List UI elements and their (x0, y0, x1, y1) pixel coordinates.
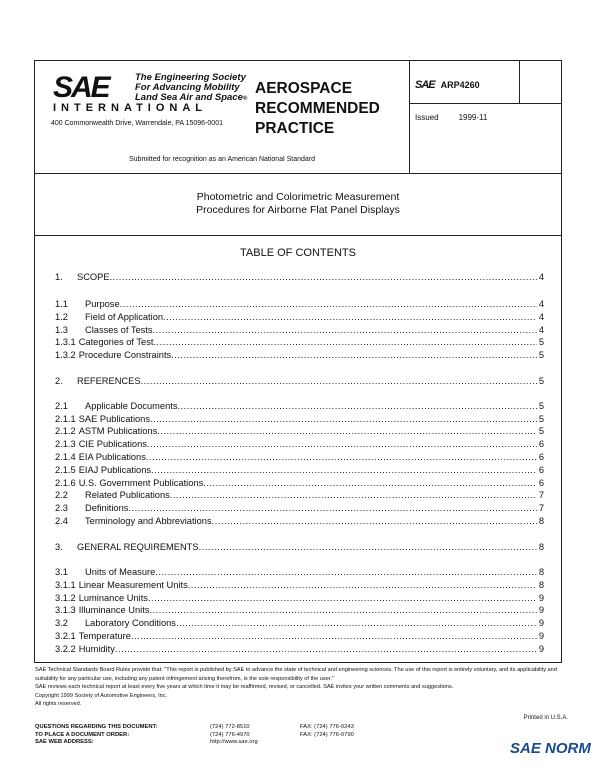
toc-entry[interactable] (55, 477, 544, 489)
toc-leader (128, 502, 536, 514)
legal-notes: SAE Technical Standards Board Rules provide that: "This report is published by SAE to advance the state of technical and engineering sciences. The use of this report is entirely voluntary, and its applicability and suitability for any particular use, including any patent infringement arising therefrom, is the sole responsibility of the user." SAE reviews each technical report at least every five years at which time it may be reaffirmed, revised, or cancelled. SAE invites your written comments and suggestions. Copyright 1999 Society of Automotive Engineers, Inc. All rights reserved. (35, 667, 557, 707)
toc-page-number: 7 (538, 503, 544, 513)
toc-leader (153, 336, 536, 348)
toc-entry[interactable] (55, 489, 544, 501)
address: 400 Commonwealth Drive, Warrendale, PA 15096-0001 (51, 120, 223, 127)
toc-page-number: 9 (538, 631, 544, 641)
watermark-text: SAE NORM (510, 740, 591, 757)
toc-entry-label: 3.1.2 Luminance Units (55, 593, 148, 603)
toc-entry-label: 3. GENERAL REQUIREMENTS (55, 542, 199, 552)
toc-entry-label: 2.1.4 EIA Publications (55, 452, 146, 462)
divider (519, 61, 520, 103)
toc-page-number: 5 (538, 337, 544, 347)
toc-leader (120, 298, 537, 310)
table-of-contents (34, 235, 562, 663)
toc-leader (153, 324, 537, 336)
toc-entry[interactable] (55, 425, 544, 437)
document-type: AEROSPACE RECOMMENDED PRACTICE (255, 80, 380, 137)
contacts (35, 724, 565, 747)
toc-leader (178, 400, 537, 412)
toc-entry[interactable] (55, 400, 544, 412)
toc-entry[interactable] (55, 592, 544, 604)
toc-leader (141, 375, 537, 387)
toc-entry[interactable] (55, 630, 544, 642)
toc-entry-label: 2.4 Terminology and Abbreviations (55, 516, 212, 526)
toc-page-number: 9 (538, 644, 544, 654)
toc-leader (188, 579, 537, 591)
toc-entry[interactable] (55, 451, 544, 463)
toc-leader (146, 451, 537, 463)
header-box (34, 60, 562, 174)
toc-page-number: 9 (538, 605, 544, 615)
printed-note: Printed in U.S.A. (523, 715, 568, 721)
toc-entry-label: 2.1.1 SAE Publications (55, 414, 151, 424)
toc-entry-label: 3.2 Laboratory Conditions (55, 618, 176, 628)
toc-entry-label: 3.1.1 Linear Measurement Units (55, 580, 188, 590)
toc-entry[interactable] (55, 515, 544, 527)
contact-row: TO PLACE A DOCUMENT ORDER: (724) 776-4970 FAX: (724) 776-0790 (35, 731, 354, 738)
toc-leader (151, 464, 537, 476)
toc-page-number: 7 (538, 490, 544, 500)
toc-entry[interactable] (55, 336, 544, 348)
sae-logo-mark: SAE (53, 71, 109, 104)
toc-entry[interactable] (55, 541, 544, 553)
toc-entry-label: 2.2 Related Publications (55, 490, 170, 500)
toc-page-number: 4 (538, 272, 544, 282)
document-title: Photometric and Colorimetric Measurement Procedures for Airborne Flat Panel Displays (34, 173, 562, 236)
toc-entry-label: 2.1 Applicable Documents (55, 401, 178, 411)
toc-entry[interactable] (55, 349, 544, 361)
toc-entry-label: 1. SCOPE (55, 272, 110, 282)
sae-norm-watermark (510, 740, 600, 776)
toc-leader (212, 515, 537, 527)
toc-entry[interactable] (55, 375, 544, 387)
toc-entry-label: 2. REFERENCES (55, 376, 141, 386)
toc-entry-label: 1.2 Field of Application (55, 312, 164, 322)
toc-page-number: 5 (538, 401, 544, 411)
toc-page-number: 5 (538, 414, 544, 424)
toc-page-number: 4 (538, 325, 544, 335)
toc-leader (131, 630, 537, 642)
document-number: SAE ARP4260 (415, 79, 480, 91)
toc-entry-label: 1.3 Classes of Tests (55, 325, 153, 335)
toc-leader (147, 438, 537, 450)
toc-entry-label: 2.1.2 ASTM Publications (55, 426, 158, 436)
toc-leader (157, 425, 537, 437)
issued-date: Issued 1999-11 (415, 113, 488, 122)
web-link[interactable]: http://www.sae.org (210, 739, 258, 745)
toc-entry[interactable] (55, 566, 544, 578)
toc-entry[interactable] (55, 324, 544, 336)
toc-entry[interactable] (55, 643, 544, 655)
toc-page-number: 6 (538, 478, 544, 488)
toc-leader (110, 271, 537, 283)
submitted-note: Submitted for recognition as an American National Standard (129, 156, 315, 163)
toc-page-number: 8 (538, 567, 544, 577)
toc-leader (148, 592, 537, 604)
toc-page-number: 5 (538, 376, 544, 386)
contact-row: SAE WEB ADDRESS: http://www.sae.org (35, 739, 565, 747)
toc-entry-label: 2.3 Definitions (55, 503, 129, 513)
toc-page-number: 4 (538, 299, 544, 309)
toc-page-number: 6 (538, 465, 544, 475)
toc-leader (176, 617, 537, 629)
tagline: The Engineering Society For Advancing Mobility Land Sea Air and Space® (135, 72, 248, 103)
toc-leader (150, 413, 537, 425)
toc-entry[interactable] (55, 617, 544, 629)
toc-leader (115, 643, 537, 655)
toc-page-number: 9 (538, 593, 544, 603)
toc-leader (203, 477, 537, 489)
toc-leader (149, 604, 536, 616)
divider (409, 103, 561, 104)
toc-entry-label: 1.3.1 Categories of Test (55, 337, 154, 347)
toc-entry[interactable] (55, 579, 544, 591)
toc-entry-label: 3.1 Units of Measure (55, 567, 156, 577)
contact-row: QUESTIONS REGARDING THIS DOCUMENT: (724) 772-8510 FAX: (724) 776-0243 (35, 724, 354, 730)
toc-leader (171, 349, 537, 361)
toc-entry-label: 1.3.2 Procedure Constraints (55, 350, 172, 360)
divider (409, 61, 410, 173)
toc-leader (155, 566, 537, 578)
toc-page-number: 8 (538, 542, 544, 552)
toc-entry-label: 3.2.1 Temperature (55, 631, 131, 641)
toc-entry-label: 2.1.3 CIE Publications (55, 439, 147, 449)
toc-page-number: 6 (538, 452, 544, 462)
toc-entry-label: 3.2.2 Humidity (55, 644, 115, 654)
toc-entry-label: 1.1 Purpose (55, 299, 120, 309)
toc-entry[interactable] (55, 311, 544, 323)
toc-page-number: 5 (538, 426, 544, 436)
toc-page-number: 5 (538, 350, 544, 360)
toc-page-number: 8 (538, 580, 544, 590)
toc-leader (199, 541, 537, 553)
toc-page-number: 4 (538, 312, 544, 322)
toc-entry[interactable] (55, 604, 544, 616)
toc-page-number: 9 (538, 618, 544, 628)
toc-entry[interactable] (55, 298, 544, 310)
toc-leader (163, 311, 537, 323)
toc-entry-label: 3.1.3 Illuminance Units (55, 605, 150, 615)
toc-heading: TABLE OF CONTENTS (240, 247, 356, 259)
toc-page-number: 6 (538, 439, 544, 449)
toc-page-number: 8 (538, 516, 544, 526)
toc-leader (170, 489, 537, 501)
toc-entry-label: 2.1.5 EIAJ Publications (55, 465, 152, 475)
toc-entry[interactable] (55, 271, 544, 283)
toc-entry-label: 2.1.6 U.S. Government Publications (55, 478, 204, 488)
toc-entry[interactable] (55, 464, 544, 476)
toc-entry[interactable] (55, 413, 544, 425)
international-label: INTERNATIONAL (53, 102, 208, 114)
toc-entry[interactable] (55, 502, 544, 514)
toc-entry[interactable] (55, 438, 544, 450)
